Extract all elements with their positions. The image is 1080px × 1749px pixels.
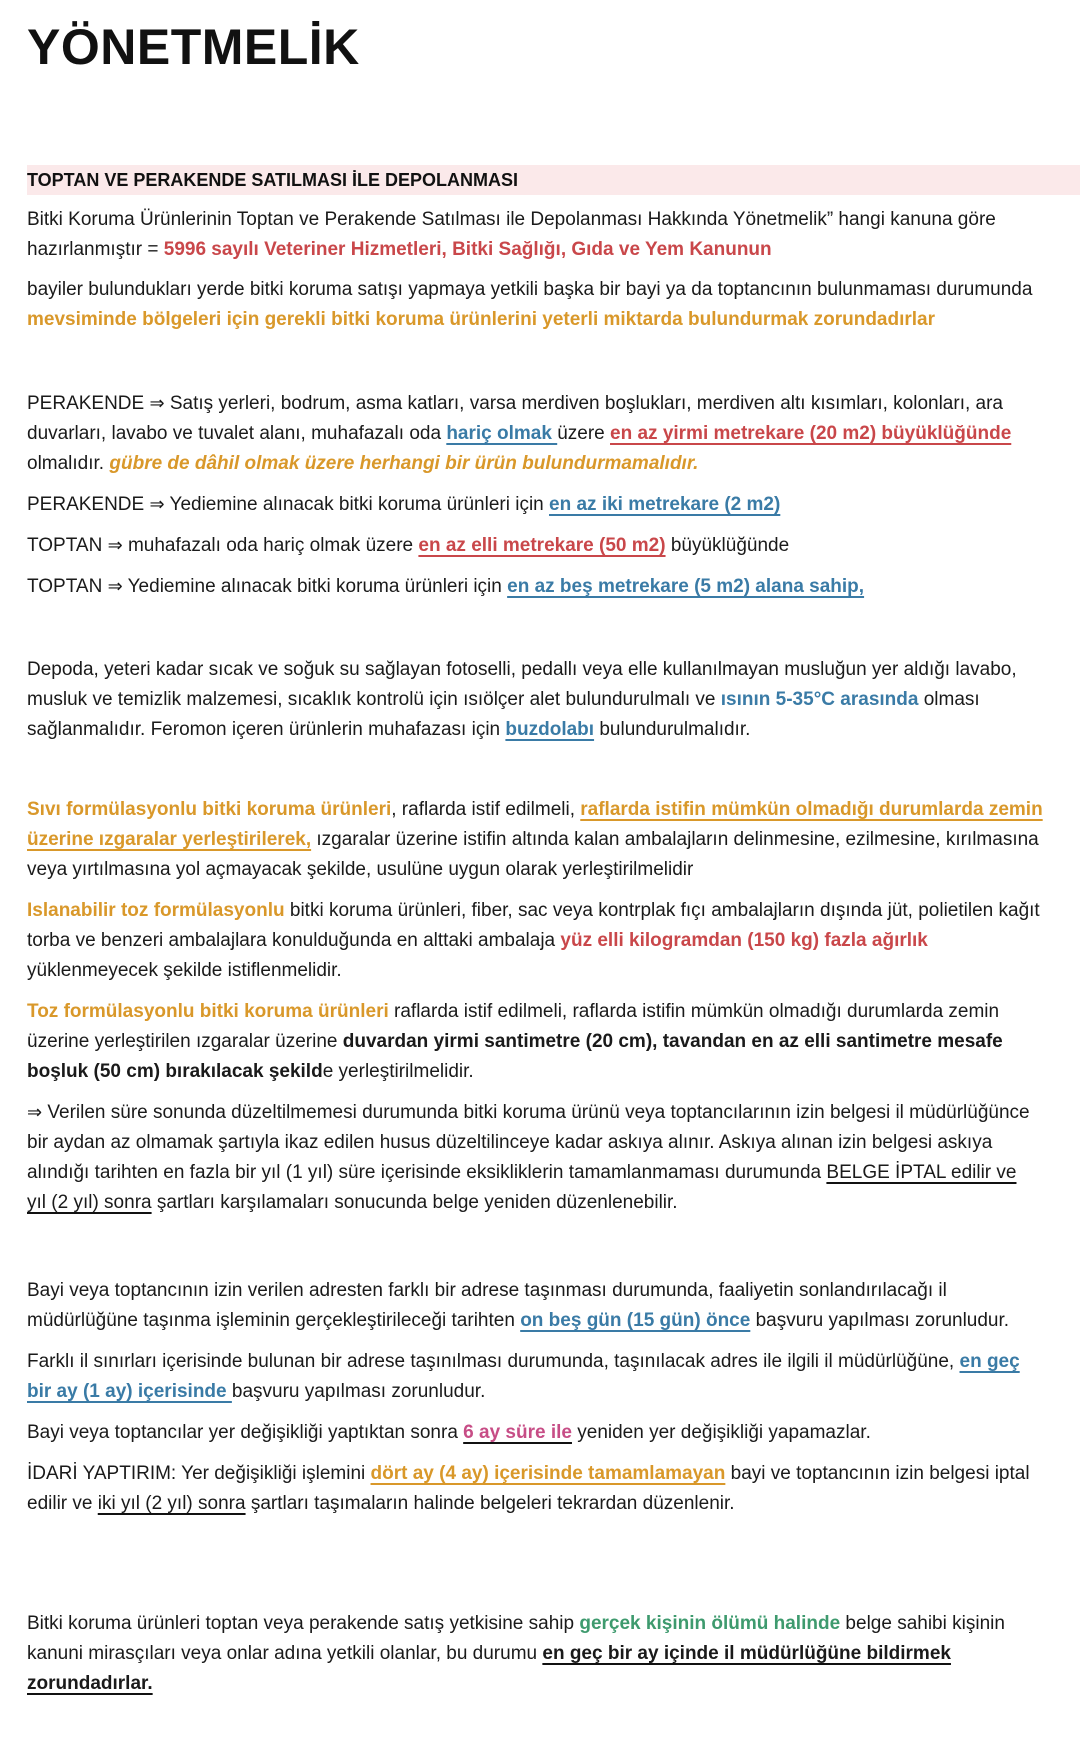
p11-line-4 bbox=[27, 1191, 678, 1215]
perakende-label: PERAKENDE bbox=[27, 494, 145, 515]
p15-text: bayi ve toptancının izin belgesi iptal bbox=[725, 1463, 1030, 1484]
p1-line-2 bbox=[27, 238, 772, 262]
p5-text: büyüklüğünde bbox=[665, 535, 790, 556]
sivi-formulasyon-highlight: Sıvı formülasyonlu bitki koruma ürünleri bbox=[27, 799, 392, 820]
p7-text: sağlanmalıdır. Feromon içeren ürünlerin muhafazası için bbox=[27, 719, 506, 740]
p10-line-1 bbox=[27, 1000, 999, 1024]
p9-line-2 bbox=[27, 929, 928, 953]
death-highlight: gerçek kişinin ölümü halinde bbox=[579, 1613, 841, 1634]
arrow-icon: ⇒ bbox=[107, 576, 123, 597]
two-years-highlight: iki yıl (2 yıl) sonra bbox=[97, 1493, 246, 1514]
p3-line-1 bbox=[27, 392, 1003, 416]
area-5m2-highlight: en az beş metrekare (5 m2) alana sahip, bbox=[507, 576, 865, 597]
p16-line-1 bbox=[27, 1612, 1005, 1636]
area-20m2-highlight: en az yirmi metrekare (20 m2) büyüklüğünde bbox=[610, 423, 1012, 444]
one-month-highlight: bir ay (1 ay) içerisinde bbox=[27, 1381, 232, 1402]
p10-text: e yerleştirilmelidir. bbox=[322, 1061, 474, 1082]
p12-text: müdürlüğüne taşınma işleminin gerçekleştirileceği tarihten bbox=[27, 1310, 521, 1331]
gubre-highlight: gübre de dâhil olmak üzere herhangi bir ürün bulundurmamalıdır. bbox=[109, 453, 699, 474]
raf-istif-highlight: raflarda istifin mümkün olmadığı durumlarda zemin bbox=[580, 799, 1043, 820]
p14-text: Bayi veya toptancılar yer değişikliği yaptıktan sonra bbox=[27, 1422, 464, 1443]
islanabilir-toz-highlight: Islanabilir toz formülasyonlu bbox=[27, 900, 285, 921]
law-name-highlight: 5996 sayılı Veteriner Hizmetleri, Bitki Sağlığı, Gıda ve Yem Kanunun bbox=[163, 239, 772, 260]
p8-text: ızgaralar üzerine istifin altında kalan ambalajların delinmesine, ezilmesine, kırılmasına bbox=[311, 829, 1039, 850]
p11-text: alındığı tarihten en fazla bir yıl (1 yıl) süre içerisinde eksikliklerin tamamlanmaması durumunda bbox=[27, 1162, 827, 1183]
p5-line bbox=[27, 534, 789, 558]
p9-text: torba ve benzeri ambalajlara konulduğunda en alttaki ambalaja bbox=[27, 930, 561, 951]
p10-line-3 bbox=[27, 1060, 474, 1084]
izgara-highlight: üzerine ızgaralar yerleştirilerek, bbox=[27, 829, 312, 850]
four-months-highlight: dört ay (4 ay) içerisinde tamamlamayan bbox=[370, 1463, 726, 1484]
p16-text: belge sahibi kişinin bbox=[840, 1613, 1005, 1634]
buzdolabi-highlight: buzdolabı bbox=[505, 719, 595, 740]
haric-olmak-highlight: hariç olmak bbox=[446, 423, 558, 444]
area-2m2-highlight: en az iki metrekare (2 m2) bbox=[549, 494, 781, 515]
page-title: YÖNETMELİK bbox=[27, 19, 360, 75]
p9-text: bitki koruma ürünleri, fiber, sac veya kontrplak fıçı ambalajların dışında jüt, polietilen kağıt bbox=[284, 900, 1040, 921]
p3-text: üzere bbox=[557, 423, 611, 444]
p13-line-1 bbox=[27, 1350, 1020, 1374]
en-gec-highlight: en geç bbox=[959, 1351, 1020, 1372]
arrow-icon: ⇒ bbox=[107, 535, 123, 556]
p6-line bbox=[27, 575, 864, 599]
p4-line bbox=[27, 493, 780, 517]
p3-text: Satış yerleri, bodrum, asma katları, varsa merdiven boşlukları, merdiven altı kısımları, kolonları, ara bbox=[169, 393, 1003, 414]
p9-line-1 bbox=[27, 899, 1040, 923]
arrow-icon: ⇒ bbox=[27, 1102, 43, 1123]
p1-text: hazırlanmıştır = bbox=[27, 239, 164, 260]
arrow-icon: ⇒ bbox=[149, 494, 165, 515]
p7-text: musluk ve temizlik malzemesi, sıcaklık kontrolü için ısıölçer alet bulundurulmalı ve bbox=[27, 689, 721, 710]
p15-text: şartları taşımaların halinde belgeleri tekrardan düzenlenir. bbox=[245, 1493, 735, 1514]
p4-text: Yediemine alınacak bitki koruma ürünleri için bbox=[169, 494, 550, 515]
p11-line-3 bbox=[27, 1161, 1016, 1185]
fifteen-days-highlight: on beş gün (15 gün) önce bbox=[520, 1310, 751, 1331]
p10-text: raflarda istif edilmeli, raflarda istifin mümkün olmadığı durumlarda zemin bbox=[388, 1001, 1000, 1022]
p3-text: duvarları, lavabo ve tuvalet alanı, muhafazalı oda bbox=[27, 423, 447, 444]
toz-formulasyon-highlight: Toz formülasyonlu bitki koruma ürünleri bbox=[27, 1001, 389, 1022]
p11-text: Verilen süre sonunda düzeltilmemesi durumunda bitki koruma ürünü veya toptancılarının izin belgesi il müdürlüğünce bbox=[47, 1102, 1030, 1123]
p8-line-3: veya yırtılmasına yol açmayacak şekilde, usulüne uygun olarak yerleştirilmelidir bbox=[27, 859, 694, 880]
toptan-label: TOPTAN bbox=[27, 535, 103, 556]
p13-line-2 bbox=[27, 1380, 485, 1404]
p15-line-2 bbox=[27, 1492, 735, 1516]
section-title: TOPTAN VE PERAKENDE SATILMASI İLE DEPOLANMASI bbox=[27, 165, 1080, 195]
p15-line-1 bbox=[27, 1462, 1030, 1486]
perakende-label: PERAKENDE bbox=[27, 393, 145, 414]
p3-text: olmalıdır. bbox=[27, 453, 110, 474]
p10-text: üzerine yerleştirilen ızgaralar üzerine bbox=[27, 1031, 343, 1052]
p11-line-1 bbox=[27, 1101, 1030, 1125]
p10-line-2 bbox=[27, 1030, 1003, 1054]
p7-line-3 bbox=[27, 718, 750, 742]
p14-line bbox=[27, 1421, 871, 1445]
belge-iptal-highlight: BELGE İPTAL edilir ve bbox=[826, 1162, 1017, 1183]
p8-line-1 bbox=[27, 798, 1043, 822]
p3-line-3 bbox=[27, 452, 698, 476]
p11-line-2: bir aydan az olmamak şartıyla ikaz edilen husus düzeltilinceye kadar askıya alınır. Askıya alınan izin belgesi askıya bbox=[27, 1132, 993, 1153]
distance-highlight: duvardan yirmi santimetre (20 cm), tavandan en az elli santimetre mesafe bbox=[342, 1031, 1003, 1052]
p16-text: Bitki koruma ürünleri toptan veya perakende satış yetkisine sahip bbox=[27, 1613, 580, 1634]
p11-text: şartları karşılamaları sonucunda belge yeniden düzenlenebilir. bbox=[151, 1192, 678, 1213]
p15-text: edilir ve bbox=[27, 1493, 98, 1514]
p2-line-2: mevsiminde bölgeleri için gerekli bitki koruma ürünlerini yeterli miktarda bulundurmak zorundadırlar bbox=[27, 309, 936, 330]
area-50m2-highlight: en az elli metrekare (50 m2) bbox=[418, 535, 666, 556]
p12-line-1: Bayi veya toptancının izin verilen adresten farklı bir adrese taşınması durumunda, faaliyetin sonlandırılacağı il bbox=[27, 1280, 947, 1301]
p8-text: , raflarda istif edilmeli, bbox=[391, 799, 581, 820]
p7-line-1: Depoda, yeteri kadar sıcak ve soğuk su sağlayan fotoselli, pedallı veya elle kullanılmayan musluğun yer aldığı lavabo, bbox=[27, 659, 1017, 680]
p15-text: İDARİ YAPTIRIM: Yer değişikliği işlemini bbox=[27, 1463, 371, 1484]
six-months-highlight: 6 ay süre ile bbox=[463, 1422, 572, 1443]
p6-text: Yediemine alınacak bitki koruma ürünleri için bbox=[127, 576, 508, 597]
notify-highlight: en geç bir ay içinde il müdürlüğüne bildirmek bbox=[542, 1643, 951, 1664]
p16-text: kanuni mirasçıları veya onlar adına yetkili olanlar, bu durumu bbox=[27, 1643, 543, 1664]
p14-text: yeniden yer değişikliği yapamazlar. bbox=[571, 1422, 871, 1443]
p9-line-3: yüklenmeyecek şekilde istiflenmelidir. bbox=[27, 960, 342, 981]
p7-text: olması bbox=[918, 689, 980, 710]
weight-150kg-highlight: yüz elli kilogramdan (150 kg) fazla ağırlık bbox=[560, 930, 928, 951]
distance-highlight-cont: boşluk (50 cm) bırakılacak şekild bbox=[27, 1061, 323, 1082]
p5-text: muhafazalı oda hariç olmak üzere bbox=[127, 535, 419, 556]
p3-line-2 bbox=[27, 422, 1011, 446]
p12-line-2 bbox=[27, 1309, 1009, 1333]
p13-text: Farklı il sınırları içerisinde bulunan bir adrese taşınılması durumunda, taşınılacak adres ile ilgili il müdürlüğüne, bbox=[27, 1351, 960, 1372]
p1-line-1: Bitki Koruma Ürünlerinin Toptan ve Perakende Satılması ile Depolanması Hakkında Yönetmelik” hangi kanuna göre bbox=[27, 209, 996, 230]
p12-text: başvuru yapılması zorunludur. bbox=[750, 1310, 1010, 1331]
p7-text: bulundurulmalıdır. bbox=[594, 719, 751, 740]
p16-line-2 bbox=[27, 1642, 951, 1666]
p16-line-3: zorundadırlar. bbox=[27, 1673, 153, 1694]
p7-line-2 bbox=[27, 688, 980, 712]
arrow-icon: ⇒ bbox=[149, 393, 165, 414]
p13-text: başvuru yapılması zorunludur. bbox=[231, 1381, 486, 1402]
p8-line-2 bbox=[27, 828, 1039, 852]
temperature-highlight: ısının 5-35°C arasında bbox=[720, 689, 919, 710]
p2-line-1: bayiler bulundukları yerde bitki koruma satışı yapmaya yetkili başka bir bayi ya da toptancının bulunmaması durumunda bbox=[27, 279, 1033, 300]
two-years-highlight: yıl (2 yıl) sonra bbox=[27, 1192, 152, 1213]
toptan-label: TOPTAN bbox=[27, 576, 103, 597]
